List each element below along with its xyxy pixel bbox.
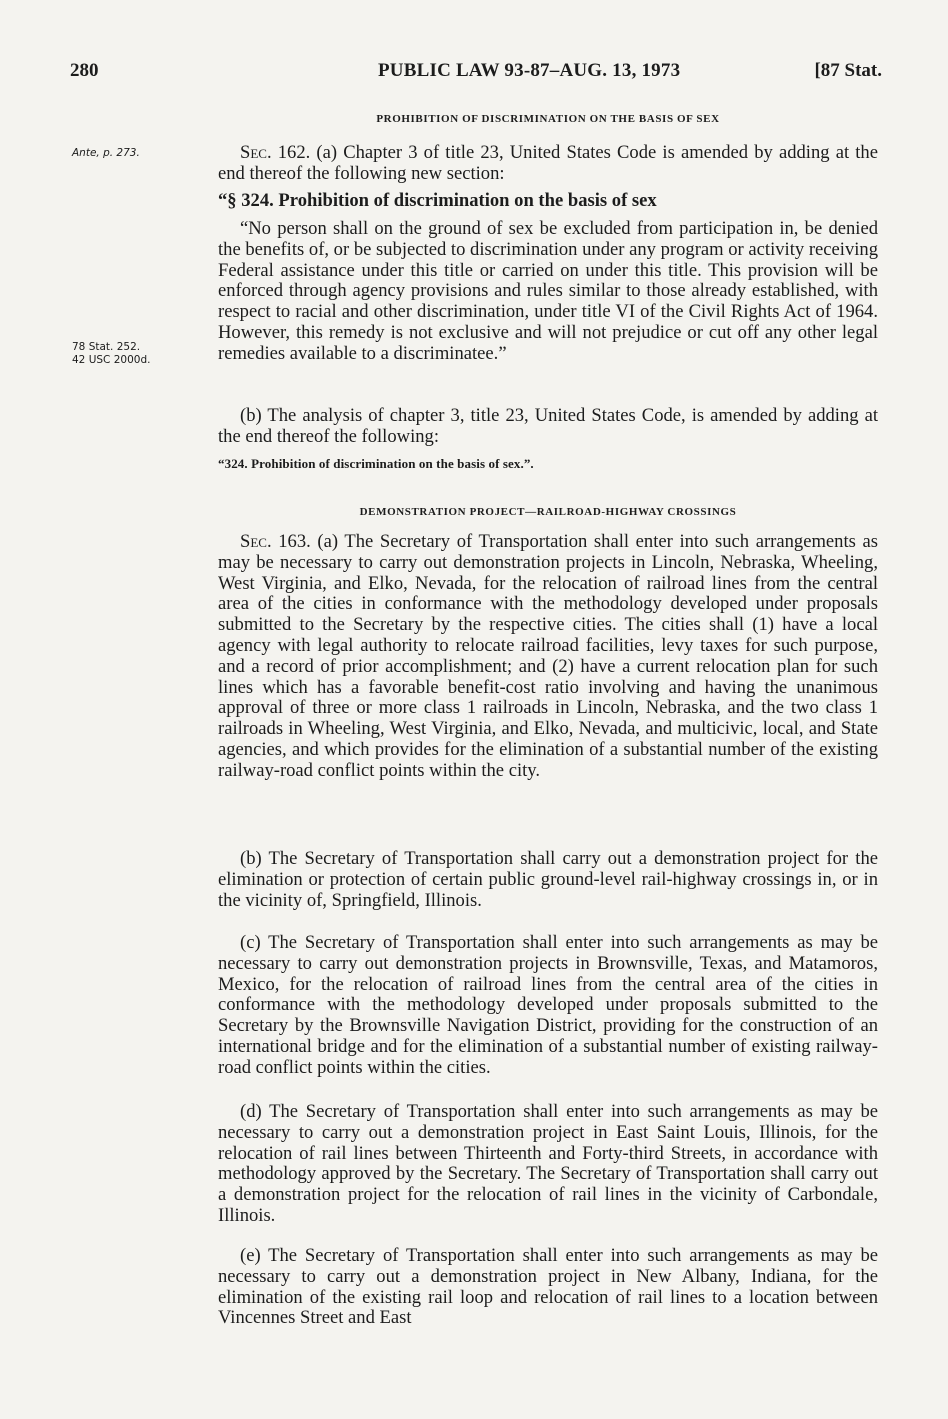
section-162-heading: PROHIBITION OF DISCRIMINATION ON THE BASIS OF SEX [376, 113, 720, 125]
running-title: PUBLIC LAW 93-87–AUG. 13, 1973 [378, 60, 681, 81]
page-header [70, 60, 882, 90]
section-163-heading: DEMONSTRATION PROJECT—RAILROAD-HIGHWAY CROSSINGS [359, 506, 737, 518]
page-number: 280 [70, 60, 99, 81]
section-163-paragraph-a-text: 163. (a) The Secretary of Transportation shall enter into such arrangements as may be necessary to carry out demonstration projects in Lincoln, Nebraska, Wheeling, West Virginia, and Elko, Nevada, for the relocation of railroad lines from the central area of the cities in conformance with the methodology developed under proposals submitted to the Secretary by the respective cities. The cities shall (1) have a local agency with legal authority to relocate railroad facilities, levy taxes for such purpose, and a record of prior accomplishment; and (2) have a current relocation plan for such lines which has a favorable benefit-cost ratio involving and having the unanimous approval of three or more class 1 railroads in Lincoln, Nebraska, and the two class 1 railroads in Wheeling, West Virginia, and Elko, Nevada, and multicivic, local, and State agencies, and which provides for the elimination of a substantial number of the existing railway-road conflict points within the city. [218, 531, 878, 781]
section-163-paragraph-c: (c) The Secretary of Transportation shall enter into such arrangements as may be necessary to carry out demonstration projects in Brownsville, Texas, and Matamoros, Mexico, for the relocation of railroad lines from the central area of the cities in conformance with the methodology developed under proposals submitted to the Secretary by the Brownsville Navigation District, providing for the construction of an international bridge and for the elimination of a substantial number of existing railway-road conflict points within the cities. [218, 932, 878, 1078]
margin-note-usc: 42 USC 2000d. [72, 354, 151, 366]
margin-note-ante: Ante, p. 273. [72, 147, 140, 159]
section-162-paragraph-b: (b) The analysis of chapter 3, title 23, United States Code, is amended by adding at the end thereof the following: [218, 405, 878, 447]
sec-label: Sec. [240, 531, 272, 552]
section-324-quote: “No person shall on the ground of sex be excluded from participation in, be denied the benefits of, or be subjected to discrimination under any program or activity receiving Federal assistance under this title or carried on under this title. This provision will be enforced through agency provisions and rules similar to those already established, with respect to racial and other discrimination, under title VI of the Civil Rights Act of 1964. However, this remedy is not exclusive and will not prejudice or cut off any other legal remedies available to a discriminatee.” [218, 218, 878, 364]
analysis-entry: “324. Prohibition of discrimination on the basis of sex.”. [218, 456, 534, 471]
section-163-paragraph-e: (e) The Secretary of Transportation shall enter into such arrangements as may be necessary to carry out a demonstration project in New Albany, Indiana, for the elimination of the existing rail loop and relocation of rail lines to a location between Vincennes Street and East [218, 1245, 878, 1329]
section-162-paragraph-a [218, 143, 878, 185]
section-324-title: “§ 324. Prohibition of discrimination on the basis of sex [218, 190, 657, 211]
statute-reference: [87 Stat. [814, 60, 882, 81]
sec-label: Sec. [240, 142, 272, 163]
section-163-paragraph-d: (d) The Secretary of Transportation shall enter into such arrangements as may be necessary to carry out a demonstration project in East Saint Louis, Illinois, for the relocation of rail lines between Thirteenth and Forty-third Streets, in accordance with methodology approved by the Secretary. The Secretary of Transportation shall carry out a demonstration project for the relocation of rail lines in the vicinity of Carbondale, Illinois. [218, 1101, 878, 1226]
section-163-paragraph-a [218, 532, 878, 782]
section-163-paragraph-b: (b) The Secretary of Transportation shall carry out a demonstration project for the elimination or protection of certain public ground-level rail-highway crossings in, or in the vicinity of, Springfield, Illinois. [218, 848, 878, 911]
margin-note-stat: 78 Stat. 252. [72, 341, 141, 353]
section-162-paragraph-a-text: 162. (a) Chapter 3 of title 23, United States Code is amended by adding at the end thereof the following new section: [218, 142, 878, 184]
